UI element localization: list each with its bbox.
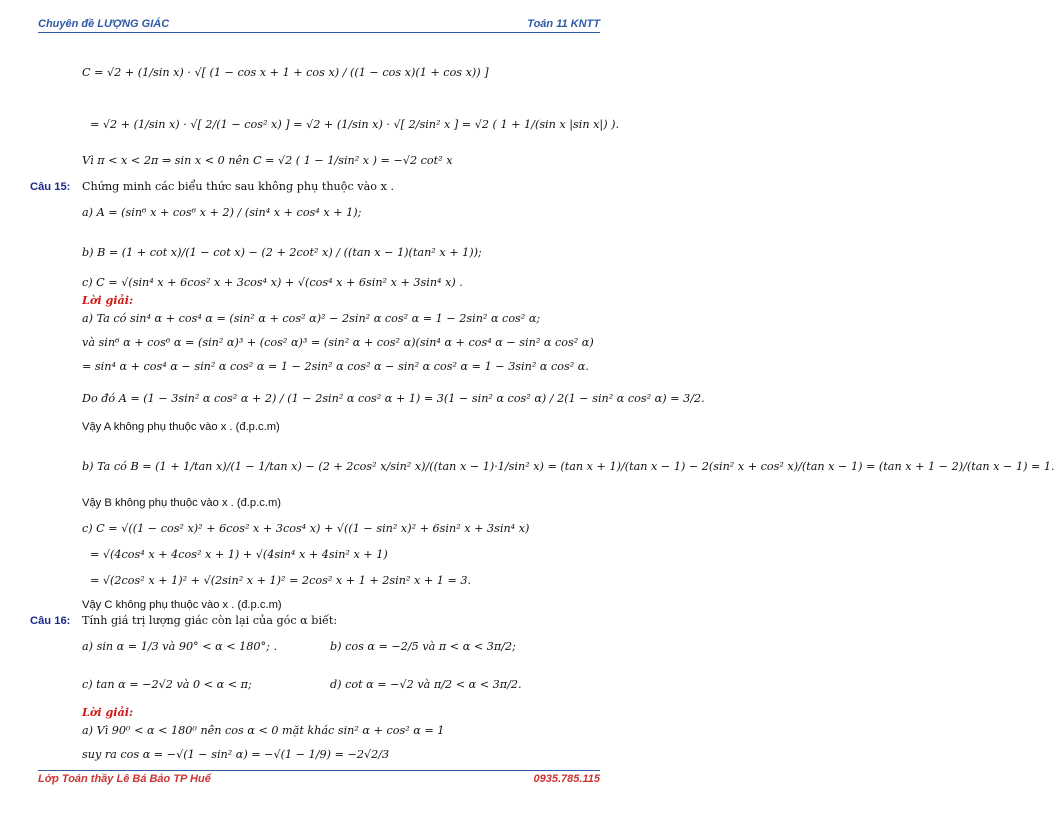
solution-line-8: c) C = √((1 − cos² x)² + 6cos² x + 3cos⁴ x) + √((1 − sin² x)² + 6sin² x + 3sin⁴ x)	[82, 522, 530, 535]
solution-label-2: Lời giải:	[82, 705, 134, 719]
solution-line-11: Vậy C không phụ thuộc vào x . (đ.p.c.m)	[82, 599, 282, 611]
solution-line-4: Do đó A = (1 − 3sin² α cos² α + 2) / (1 − 2sin² α cos² α + 1) = 3(1 − sin² α cos² α) / 2(1 − sin² α cos² α) = 3/2.	[82, 392, 705, 405]
solution-16-line-2: suy ra cos α = −√(1 − sin² α) = −√(1 − 1/9) = −2√2/3	[82, 748, 390, 761]
body-line-1: C = √2 + (1/sin x) · √[ (1 − cos x + 1 + cos x) / ((1 − cos x)(1 + cos x)) ]	[82, 66, 489, 79]
body-line-2: = √2 + (1/sin x) · √[ 2/(1 − cos² x) ] = √2 + (1/sin x) · √[ 2/sin² x ] = √2 ( 1 + 1/(sin x |sin x|) ).	[90, 118, 620, 131]
solution-line-6: b) Ta có B = (1 + 1/tan x)/(1 − 1/tan x) − (2 + 2cos² x/sin² x)/((tan x − 1)·1/sin² x) = (tan x + 1)/(tan x − 1) − 2(sin² x + cos² x)/(tan x − 1) = (tan x + 1 − 2)/(tan x − 1) = 1.	[82, 460, 1055, 473]
question-16-part-b: b) cos α = −2/5 và π < α < 3π/2;	[330, 640, 516, 653]
question-16-line	[30, 614, 337, 628]
header-title: Chuyên đề LƯỢNG GIÁC	[38, 18, 170, 30]
solution-line-7: Vậy B không phụ thuộc vào x . (đ.p.c.m)	[82, 497, 281, 509]
question-15-part-b: b) B = (1 + cot x)/(1 − cot x) − (2 + 2cot² x) / ((tan x − 1)(tan² x + 1));	[82, 246, 482, 259]
question-16-part-c: c) tan α = −2√2 và 0 < α < π;	[82, 678, 252, 691]
header-grade: Toán 11 KNTT	[527, 18, 600, 30]
page-footer	[38, 773, 600, 791]
solution-label: Lời giải:	[82, 293, 134, 307]
solution-16-line-1: a) Vì 90⁰ < α < 180⁰ nên cos α < 0 mặt khác sin² α + cos² α = 1	[82, 724, 445, 737]
solution-line-1: a) Ta có sin⁴ α + cos⁴ α = (sin² α + cos² α)² − 2sin² α cos² α = 1 − 2sin² α cos² α;	[82, 312, 541, 325]
footer-rule	[38, 770, 600, 771]
question-16-number: Câu 16:	[30, 615, 71, 627]
solution-line-2: và sin⁶ α + cos⁶ α = (sin² α)³ + (cos² α)³ = (sin² α + cos² α)(sin⁴ α + cos⁴ α − sin² α cos² α)	[82, 336, 594, 349]
question-15-number: Câu 15:	[30, 181, 71, 193]
question-15-text: Chứng minh các biểu thức sau không phụ thuộc vào x .	[81, 180, 395, 193]
page-header	[38, 12, 600, 30]
question-15-line	[30, 180, 394, 194]
question-16-text: Tính giá trị lượng giác còn lại của góc α biết:	[81, 614, 338, 627]
question-16-part-a: a) sin α = 1/3 và 90° < α < 180°; .	[82, 640, 278, 653]
header-rule	[38, 32, 600, 33]
question-15-part-c: c) C = √(sin⁴ x + 6cos² x + 3cos⁴ x) + √(cos⁴ x + 6sin² x + 3sin⁴ x) .	[82, 276, 463, 289]
question-15-part-a: a) A = (sin⁶ x + cos⁶ x + 2) / (sin⁴ x + cos⁴ x + 1);	[82, 206, 362, 219]
solution-line-5: Vậy A không phụ thuộc vào x . (đ.p.c.m)	[82, 421, 280, 433]
body-line-3: Vì π < x < 2π ⇒ sin x < 0 nên C = √2 ( 1 − 1/sin² x ) = −√2 cot² x	[82, 154, 453, 167]
footer-phone: 0935.785.115	[533, 773, 600, 785]
footer-author: Lớp Toán thầy Lê Bá Bảo TP Huế	[38, 773, 211, 785]
solution-line-10: = √(2cos² x + 1)² + √(2sin² x + 1)² = 2cos² x + 1 + 2sin² x + 1 = 3.	[90, 574, 472, 587]
solution-line-9: = √(4cos⁴ x + 4cos² x + 1) + √(4sin⁴ x + 4sin² x + 1)	[90, 548, 388, 561]
question-16-part-d: d) cot α = −√2 và π/2 < α < 3π/2.	[330, 678, 522, 691]
solution-line-3: = sin⁴ α + cos⁴ α − sin² α cos² α = 1 − 2sin² α cos² α − sin² α cos² α = 1 − 3sin² α cos² α.	[82, 360, 589, 373]
